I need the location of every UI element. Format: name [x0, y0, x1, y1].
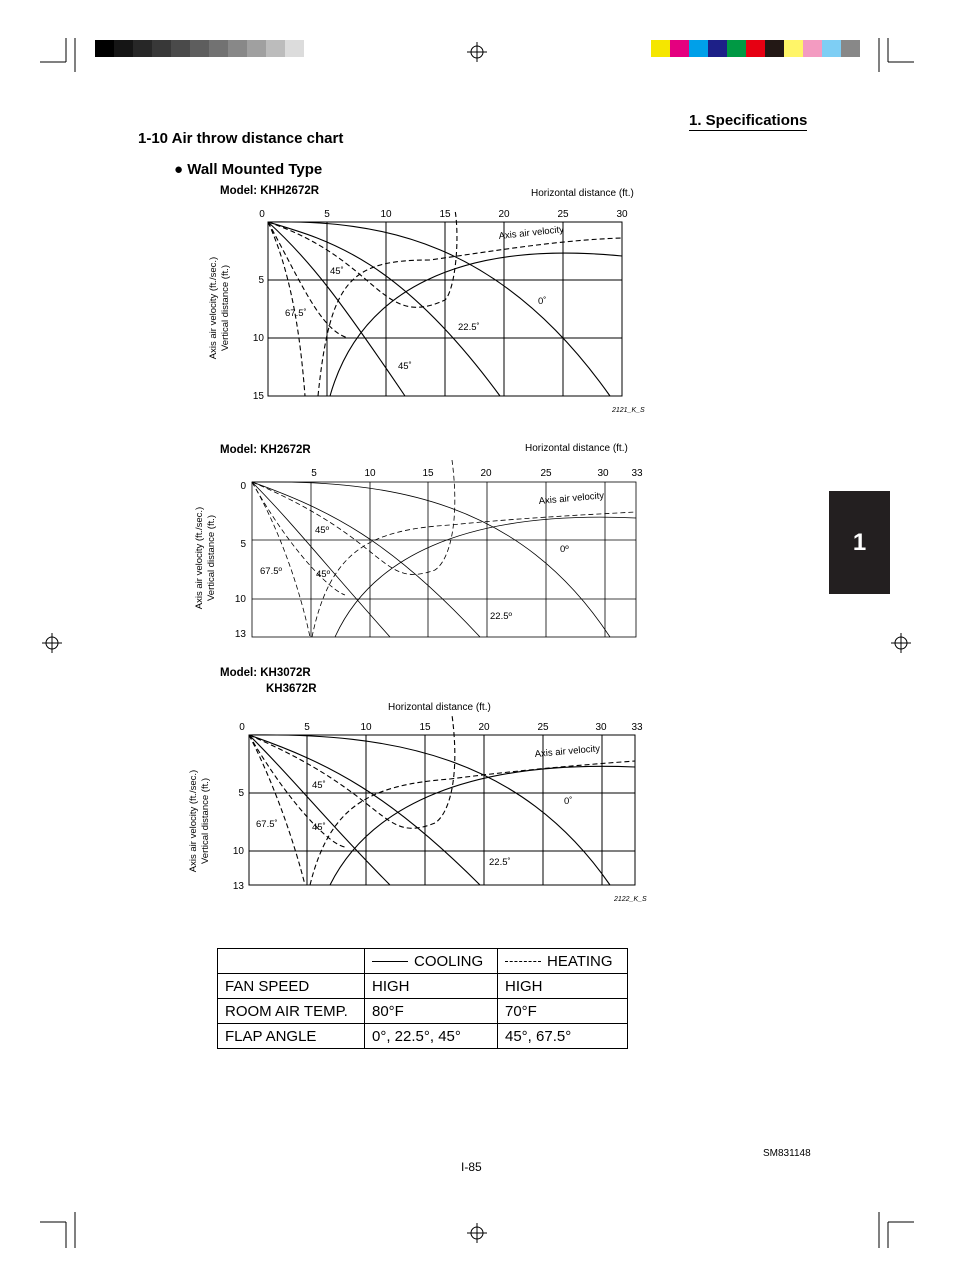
- table-cell: [218, 949, 365, 974]
- registration-target-bottom: [467, 1223, 487, 1243]
- cooling-value: HIGH: [365, 974, 498, 999]
- c1-angle: 45˚: [330, 266, 344, 277]
- cooling-header: [365, 949, 498, 974]
- row-label: FLAP ANGLE: [218, 1024, 365, 1049]
- c2-xtick: 5: [311, 468, 317, 479]
- type-heading: [174, 161, 322, 178]
- calibration-swatch: [247, 40, 266, 57]
- calibration-swatch: [841, 40, 860, 57]
- c3-angle: 45˚: [312, 780, 326, 791]
- c3-angle: 22.5˚: [489, 857, 511, 868]
- solid-line-sample: [372, 961, 408, 962]
- calibration-swatch: [651, 40, 670, 57]
- c2-ytick: 5: [240, 539, 246, 550]
- c3-xtick: 0: [239, 722, 245, 733]
- calibration-swatch: [228, 40, 247, 57]
- c2-ytick: 13: [234, 629, 246, 640]
- chart1-model: Model: KHH2672R: [220, 185, 320, 197]
- c3-vlabel2: Vertical distance (ft.): [200, 777, 211, 865]
- c2-ytick: 10: [234, 594, 246, 605]
- c3-xtick: 15: [419, 722, 431, 733]
- calibration-swatch: [689, 40, 708, 57]
- heating-header: [498, 949, 628, 974]
- conditions-table: [217, 948, 628, 1049]
- c2-axis-velocity: Axis air velocity: [538, 490, 605, 507]
- c2-vlabel2: Vertical distance (ft.): [206, 514, 217, 602]
- c2-xtick: 10: [364, 468, 376, 479]
- c3-xtick: 25: [537, 722, 549, 733]
- chapter-title: 1. Specifications: [689, 112, 808, 129]
- row-label: ROOM AIR TEMP.: [218, 999, 365, 1024]
- c2-angle: 22.5º: [490, 611, 512, 622]
- table-row: [218, 949, 628, 974]
- chart3-horizontal-label: Horizontal distance (ft.): [388, 702, 491, 713]
- c3-figure-code: 2122_K_S: [614, 896, 647, 903]
- registration-target-right: [891, 633, 911, 653]
- c2-angle: 45º: [316, 569, 331, 580]
- heating-label: HEATING: [547, 952, 613, 970]
- c2-xtick: 15: [422, 468, 434, 479]
- calibration-swatch: [190, 40, 209, 57]
- calibration-swatch: [95, 40, 114, 57]
- c1-xtick: 30: [616, 209, 628, 220]
- c1-ytick: 15: [252, 391, 264, 402]
- table-row: [218, 999, 628, 1024]
- c1-vlabel2: Vertical distance (ft.): [220, 264, 231, 352]
- chapter-tab: 1: [829, 491, 890, 594]
- table-row: [218, 1024, 628, 1049]
- c1-xtick: 10: [380, 209, 392, 220]
- calibration-swatch: [171, 40, 190, 57]
- c2-angle: 67.5º: [260, 566, 282, 577]
- cooling-label: COOLING: [414, 952, 484, 970]
- c1-xtick: 15: [439, 209, 451, 220]
- c1-axis-velocity: Axis air velocity: [498, 224, 565, 242]
- registration-target-top: [467, 42, 487, 62]
- c1-ytick: 10: [252, 333, 264, 344]
- dashed-line-sample: [505, 961, 541, 962]
- calibration-swatch: [765, 40, 784, 57]
- chart3-model2: KH3672R: [266, 683, 317, 695]
- calibration-swatch: [708, 40, 727, 57]
- calibration-swatch: [114, 40, 133, 57]
- c3-angle: 45˚: [312, 822, 326, 833]
- c1-angle: 67.5˚: [285, 308, 307, 319]
- c2-ytick: 0: [240, 481, 246, 492]
- c2-angle: 45º: [315, 525, 330, 536]
- page-number: I-85: [461, 1160, 482, 1174]
- c1-figure-code: 2121_K_S: [612, 407, 645, 414]
- c3-angle: 67.5˚: [256, 819, 278, 830]
- c3-xtick: 33: [631, 722, 643, 733]
- c1-xtick: 20: [498, 209, 510, 220]
- cooling-value: 0°, 22.5°, 45°: [365, 1024, 498, 1049]
- c1-xtick: 25: [557, 209, 569, 220]
- chart3-model: Model: KH3072R: [220, 667, 311, 679]
- air-throw-chart-2: [190, 460, 660, 650]
- c1-angle: 22.5˚: [458, 322, 480, 333]
- c2-vlabel1: Axis air velocity (ft./sec.): [194, 506, 205, 610]
- table-row: [218, 974, 628, 999]
- chart2-model: Model: KH2672R: [220, 444, 311, 456]
- c3-ytick: 13: [232, 881, 244, 892]
- c3-ytick: 10: [232, 846, 244, 857]
- c2-angle: 0º: [560, 544, 569, 555]
- calibration-swatch: [784, 40, 803, 57]
- calibration-swatch: [152, 40, 171, 57]
- document-number: SM831148: [763, 1148, 811, 1159]
- calibration-swatch: [133, 40, 152, 57]
- calibration-swatch: [803, 40, 822, 57]
- c2-xtick: 25: [540, 468, 552, 479]
- c1-xtick: 5: [324, 209, 330, 220]
- section-title: 1-10 Air throw distance chart: [138, 130, 344, 147]
- c1-ytick: 5: [258, 275, 264, 286]
- row-label: FAN SPEED: [218, 974, 365, 999]
- c1-vlabel1: Axis air velocity (ft./sec.): [208, 256, 219, 360]
- calibration-swatch: [670, 40, 689, 57]
- c1-angle: 45˚: [398, 361, 412, 372]
- calibration-swatch: [746, 40, 765, 57]
- heating-value: HIGH: [498, 974, 628, 999]
- c3-axis-velocity: Axis air velocity: [534, 743, 601, 760]
- c1-xtick: 0: [259, 209, 265, 220]
- chart1-horizontal-label: Horizontal distance (ft.): [531, 188, 634, 199]
- c3-xtick: 5: [304, 722, 310, 733]
- calibration-swatch: [727, 40, 746, 57]
- c2-xtick: 30: [597, 468, 609, 479]
- gray-calibration-bar: [95, 40, 304, 57]
- c3-xtick: 10: [360, 722, 372, 733]
- bullet-icon: ●: [174, 161, 184, 178]
- c3-xtick: 30: [595, 722, 607, 733]
- cooling-value: 80°F: [365, 999, 498, 1024]
- c3-ytick: 5: [238, 788, 244, 799]
- c2-xtick: 33: [631, 468, 643, 479]
- registration-target-left: [42, 633, 62, 653]
- calibration-swatch: [209, 40, 228, 57]
- c3-xtick: 20: [478, 722, 490, 733]
- chart2-horizontal-label: Horizontal distance (ft.): [525, 443, 628, 454]
- type-label: Wall Mounted Type: [187, 161, 323, 178]
- c2-xtick: 20: [480, 468, 492, 479]
- c3-vlabel1: Axis air velocity (ft./sec.): [188, 769, 199, 873]
- c1-angle: 0˚: [538, 296, 547, 307]
- calibration-swatch: [822, 40, 841, 57]
- air-throw-chart-3: [180, 715, 660, 910]
- calibration-swatch: [266, 40, 285, 57]
- heating-value: 70°F: [498, 999, 628, 1024]
- calibration-swatch: [285, 40, 304, 57]
- c3-angle: 0˚: [564, 796, 573, 807]
- heating-value: 45°, 67.5°: [498, 1024, 628, 1049]
- color-calibration-bar: [651, 40, 860, 57]
- air-throw-chart-1: [200, 200, 660, 420]
